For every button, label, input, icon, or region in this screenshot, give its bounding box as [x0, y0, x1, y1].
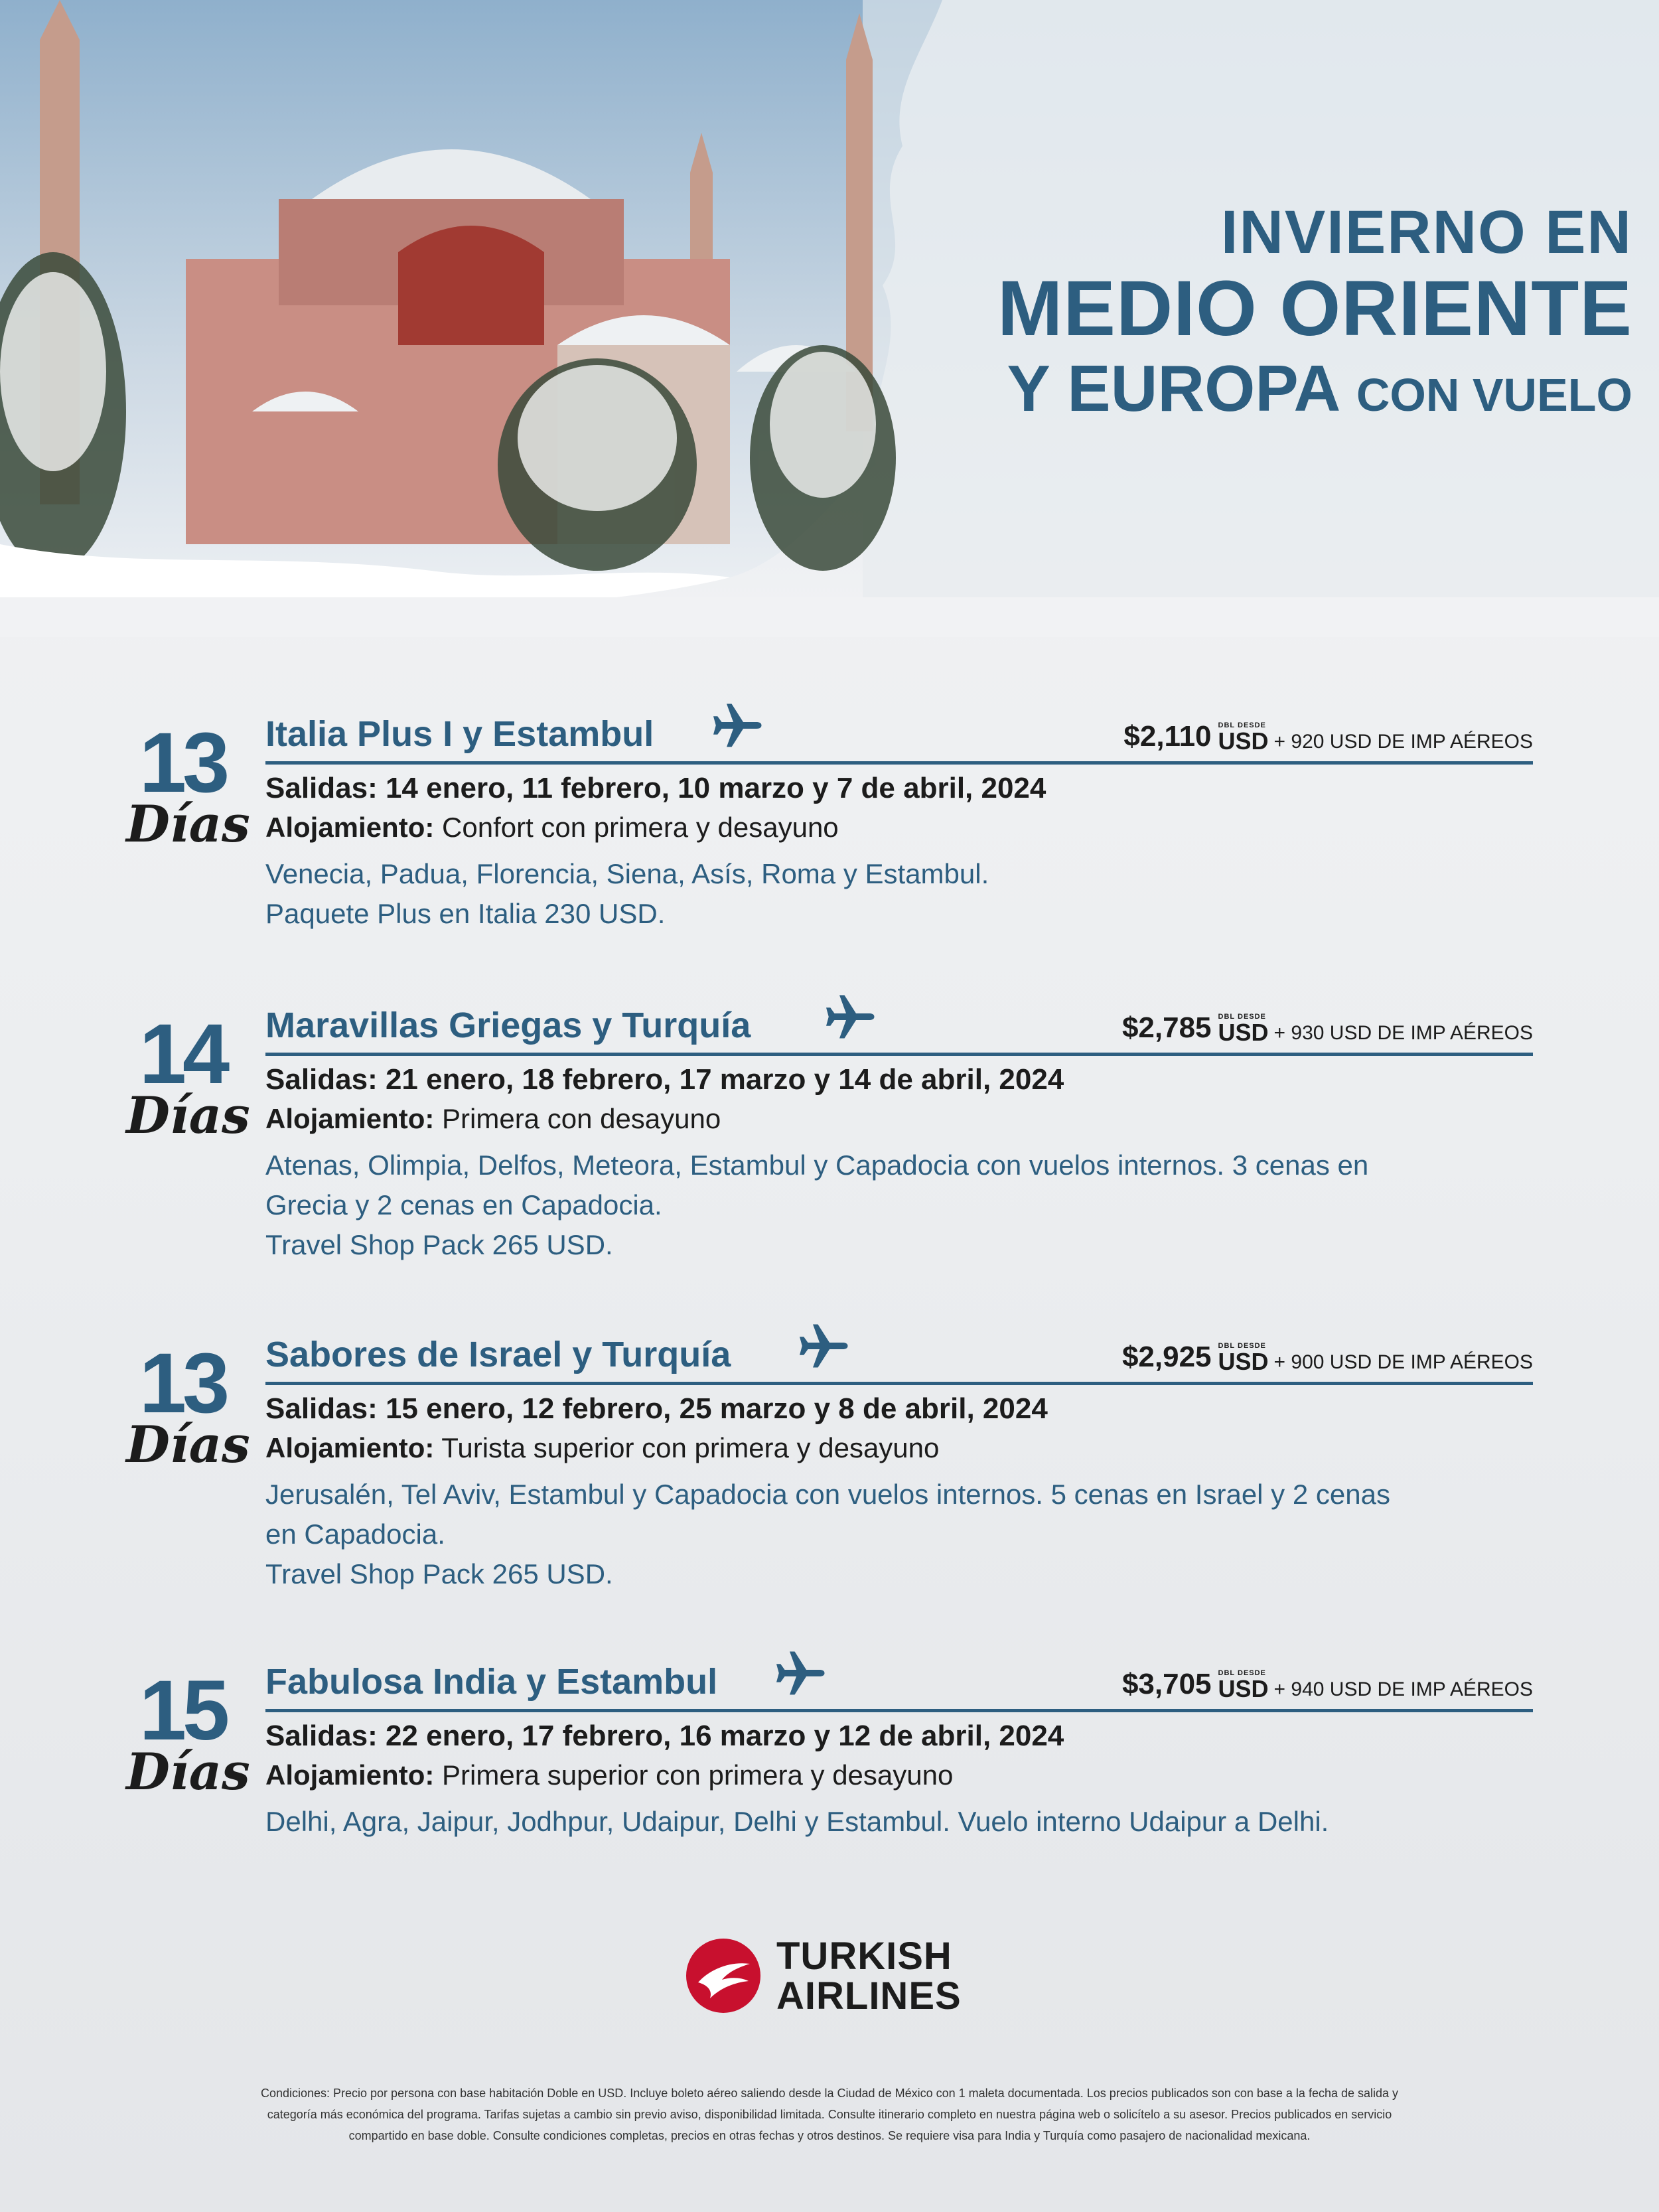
- desc-line: Paquete Plus en Italia 230 USD.: [265, 898, 666, 929]
- price-amount: $2,110: [1123, 720, 1212, 753]
- price-amount: $3,705: [1121, 1668, 1212, 1700]
- conditions-line: categoría más económica del programa. Tarifas sujetas a cambio sin previo aviso, disponibilidad limitada. Consulte itinerario completo en nuestra página web o solicítelo a su asesor. Precios publicados en servicio: [267, 2108, 1392, 2121]
- headline-line-3-small: CON VUELO: [1356, 369, 1632, 421]
- price-usd: USD: [1218, 1348, 1269, 1375]
- days-badge: [126, 1663, 250, 1801]
- trip-lodging: [265, 1103, 721, 1135]
- price-currency: [1218, 1343, 1269, 1374]
- logo-line-1: TURKISH: [776, 1935, 952, 1978]
- trip-title-row: [265, 707, 1533, 765]
- days-badge: [126, 715, 250, 853]
- lodging-value: Primera con desayuno: [442, 1103, 721, 1134]
- days-label: Días: [126, 794, 250, 853]
- headline-line-1: INVIERNO EN: [1220, 198, 1632, 266]
- days-badge: [126, 1007, 250, 1145]
- trip-lodging: [265, 812, 839, 844]
- days-number: 13: [139, 715, 226, 810]
- days-label: Días: [126, 1086, 250, 1145]
- price-block: [1122, 1341, 1533, 1374]
- trip-departures: Salidas: 21 enero, 18 febrero, 17 marzo y 14 de abril, 2024: [265, 1063, 1064, 1096]
- airplane-icon: [796, 1319, 849, 1372]
- price-currency: [1218, 1013, 1269, 1045]
- trip-card: [0, 1327, 1659, 1606]
- price-usd: USD: [1218, 1675, 1269, 1702]
- price-tax: + 930 USD DE IMP AÉREOS: [1273, 1022, 1533, 1044]
- trip-title-row: [265, 1327, 1533, 1385]
- lodging-label: Alojamiento:: [265, 1432, 435, 1463]
- trip-title-row: [265, 1655, 1533, 1712]
- headline-line-2: MEDIO ORIENTE: [997, 265, 1632, 352]
- desc-line: en Capadocia.: [265, 1518, 445, 1550]
- trip-lodging: [265, 1432, 939, 1464]
- price-currency: [1218, 1670, 1269, 1701]
- desc-line: Delhi, Agra, Jaipur, Jodhpur, Udaipur, Delhi y Estambul. Vuelo interno Udaipur a Delhi.: [265, 1806, 1329, 1837]
- lodging-value: Primera superior con primera y desayuno: [442, 1759, 954, 1791]
- lodging-label: Alojamiento:: [265, 1103, 435, 1134]
- trip-departures: Salidas: 22 enero, 17 febrero, 16 marzo y 12 de abril, 2024: [265, 1720, 1064, 1752]
- headline: [863, 199, 1632, 431]
- desc-line: Venecia, Padua, Florencia, Siena, Asís, Roma y Estambul.: [265, 858, 989, 889]
- conditions-line: Condiciones: Precio por persona con base habitación Doble en USD. Incluye boleto aéreo saliendo desde la Ciudad de México con 1 maleta documentada. Los precios publicados son con base a la fecha de salida y: [260, 2087, 1399, 2100]
- trip-title: Sabores de Israel y Turquía: [265, 1335, 731, 1374]
- price-block: [1123, 720, 1533, 753]
- trip-title: Maravillas Griegas y Turquía: [265, 1005, 751, 1045]
- trip-description: [265, 1145, 1500, 1265]
- price-currency: [1218, 722, 1269, 753]
- price-block: [1122, 1011, 1533, 1045]
- turkish-airlines-logo: [684, 1933, 975, 2019]
- price-amount: $2,925: [1121, 1341, 1212, 1373]
- logo-line-2: AIRLINES: [776, 1974, 962, 2018]
- price-tax: + 920 USD DE IMP AÉREOS: [1273, 731, 1533, 753]
- price-block: [1122, 1668, 1533, 1701]
- desc-line: Grecia y 2 cenas en Capadocia.: [265, 1189, 662, 1220]
- price-usd: USD: [1218, 1019, 1269, 1046]
- price-dbl-desde: DBL DESDE: [1218, 1013, 1266, 1021]
- lodging-label: Alojamiento:: [265, 1759, 435, 1791]
- airplane-icon: [823, 990, 876, 1043]
- trip-departures: Salidas: 15 enero, 12 febrero, 25 marzo y 8 de abril, 2024: [265, 1392, 1048, 1425]
- conditions-line: compartido en base doble. Consulte condiciones completas, precios en otras fechas y otros destinos. Se requiere visa para India y Turquía como pasajero de nacionalidad mexicana.: [348, 2129, 1311, 2142]
- trip-departures: Salidas: 14 enero, 11 febrero, 10 marzo y 7 de abril, 2024: [265, 772, 1046, 804]
- conditions-text: [119, 2083, 1540, 2146]
- price-dbl-desde: DBL DESDE: [1218, 1342, 1266, 1350]
- trip-lodging: [265, 1759, 953, 1791]
- price-tax: + 900 USD DE IMP AÉREOS: [1273, 1351, 1533, 1373]
- days-number: 13: [139, 1336, 226, 1431]
- airplane-icon: [773, 1647, 826, 1700]
- trip-title: Fabulosa India y Estambul: [265, 1662, 718, 1702]
- days-number: 14: [139, 1007, 226, 1102]
- price-amount: $2,785: [1121, 1011, 1212, 1044]
- trip-description: [265, 1475, 1500, 1594]
- desc-line: Travel Shop Pack 265 USD.: [265, 1229, 613, 1260]
- headline-line-3: [863, 352, 1632, 431]
- lodging-value: Turista superior con primera y desayuno: [441, 1432, 940, 1463]
- trip-title: Italia Plus I y Estambul: [265, 714, 654, 754]
- days-badge: [126, 1336, 250, 1474]
- lodging-value: Confort con primera y desayuno: [442, 812, 839, 843]
- trip-title-row: [265, 998, 1533, 1056]
- lodging-label: Alojamiento:: [265, 812, 435, 843]
- headline-line-3-big: Y EUROPA: [1007, 352, 1338, 425]
- days-label: Días: [126, 1415, 250, 1474]
- price-dbl-desde: DBL DESDE: [1218, 721, 1266, 729]
- price-dbl-desde: DBL DESDE: [1218, 1669, 1266, 1677]
- trip-description: [265, 854, 1500, 934]
- price-tax: + 940 USD DE IMP AÉREOS: [1273, 1678, 1533, 1700]
- desc-line: Travel Shop Pack 265 USD.: [265, 1558, 613, 1589]
- trip-card: [0, 998, 1659, 1277]
- days-number: 15: [139, 1663, 226, 1758]
- days-label: Días: [126, 1742, 250, 1801]
- turkish-airlines-bird-icon: [684, 1936, 763, 2016]
- price-usd: USD: [1218, 727, 1269, 755]
- trip-card: [0, 707, 1659, 986]
- logo-wordmark: [776, 1937, 962, 2016]
- trip-description: [265, 1802, 1500, 1842]
- airplane-icon: [710, 699, 763, 752]
- hero-banner: [0, 0, 1659, 637]
- desc-line: Jerusalén, Tel Aviv, Estambul y Capadocia con vuelos internos. 5 cenas en Israel y 2 cenas: [265, 1479, 1390, 1510]
- desc-line: Atenas, Olimpia, Delfos, Meteora, Estambul y Capadocia con vuelos internos. 3 cenas en: [265, 1149, 1369, 1181]
- trip-card: [0, 1655, 1659, 1933]
